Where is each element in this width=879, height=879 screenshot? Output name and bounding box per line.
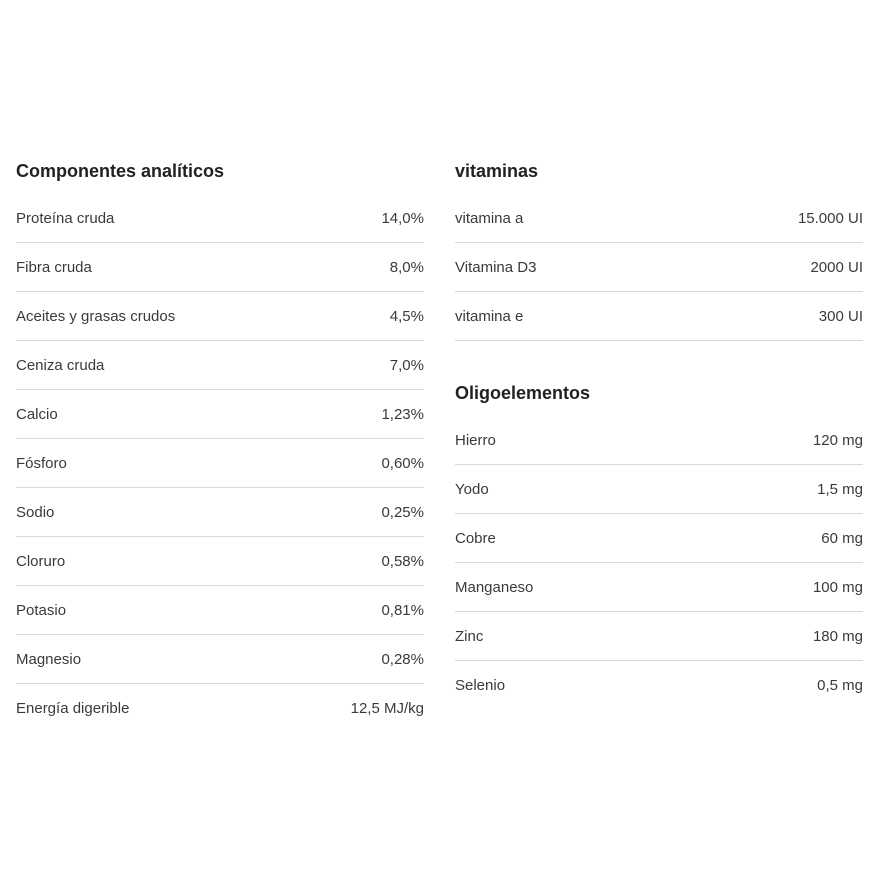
analytic-components-title: Componentes analíticos bbox=[16, 161, 225, 181]
row-value: 0,25% bbox=[381, 503, 424, 521]
row-value: 100 mg bbox=[812, 578, 863, 596]
table-row bbox=[16, 439, 424, 488]
row-label: Proteína cruda bbox=[16, 209, 115, 227]
row-label: Hierro bbox=[455, 431, 496, 449]
row-label: Fósforo bbox=[16, 454, 67, 472]
table-row bbox=[455, 243, 863, 292]
table-row bbox=[16, 586, 424, 635]
table-row bbox=[16, 292, 424, 341]
row-value: 0,60% bbox=[381, 454, 424, 472]
table-row bbox=[16, 390, 424, 439]
row-label: vitamina a bbox=[455, 209, 524, 227]
row-label: Calcio bbox=[16, 405, 58, 423]
vitamins-section bbox=[455, 158, 863, 341]
trace-elements-table bbox=[455, 416, 863, 709]
table-row bbox=[455, 661, 863, 709]
table-row bbox=[16, 488, 424, 537]
table-row bbox=[16, 194, 424, 243]
vitamins-table bbox=[455, 194, 863, 341]
row-value: 4,5% bbox=[389, 307, 424, 325]
row-label: vitamina e bbox=[455, 307, 524, 325]
table-row bbox=[455, 416, 863, 465]
row-label: Yodo bbox=[455, 480, 489, 498]
row-value: 0,5 mg bbox=[817, 676, 863, 694]
row-value: 0,28% bbox=[381, 650, 424, 668]
row-label: Sodio bbox=[16, 503, 55, 521]
row-value: 15.000 UI bbox=[797, 209, 863, 227]
table-row bbox=[16, 635, 424, 684]
row-value: 1,23% bbox=[381, 405, 424, 423]
section-spacer bbox=[455, 341, 863, 380]
row-label: Potasio bbox=[16, 601, 67, 619]
row-value: 0,81% bbox=[381, 601, 424, 619]
row-value: 2000 UI bbox=[810, 258, 863, 276]
analytic-components-table bbox=[16, 194, 424, 732]
row-value: 7,0% bbox=[389, 356, 424, 374]
row-value: 180 mg bbox=[812, 627, 863, 645]
row-label: Fibra cruda bbox=[16, 258, 92, 276]
row-label: Cloruro bbox=[16, 552, 66, 570]
trace-elements-title: Oligoelementos bbox=[455, 383, 591, 403]
row-label: Energía digerible bbox=[16, 699, 130, 717]
table-row bbox=[16, 341, 424, 390]
row-value: 0,58% bbox=[381, 552, 424, 570]
table-row bbox=[455, 612, 863, 661]
row-value: 120 mg bbox=[812, 431, 863, 449]
row-value: 8,0% bbox=[389, 258, 424, 276]
table-row bbox=[455, 292, 863, 341]
row-label: Zinc bbox=[455, 627, 484, 645]
right-column bbox=[455, 158, 863, 709]
vitamins-title: vitaminas bbox=[455, 161, 539, 181]
table-row bbox=[16, 684, 424, 732]
table-row bbox=[455, 194, 863, 243]
row-value: 1,5 mg bbox=[817, 480, 863, 498]
table-row bbox=[16, 243, 424, 292]
row-value: 14,0% bbox=[381, 209, 424, 227]
table-row bbox=[16, 537, 424, 586]
row-label: Selenio bbox=[455, 676, 506, 694]
row-value: 300 UI bbox=[818, 307, 863, 325]
row-label: Vitamina D3 bbox=[455, 258, 537, 276]
row-label: Magnesio bbox=[16, 650, 82, 668]
table-row bbox=[455, 563, 863, 612]
table-row bbox=[455, 465, 863, 514]
row-label: Aceites y grasas crudos bbox=[16, 307, 176, 325]
row-value: 12,5 MJ/kg bbox=[350, 699, 424, 717]
row-label: Manganeso bbox=[455, 578, 534, 596]
row-label: Ceniza cruda bbox=[16, 356, 105, 374]
analytic-components-section bbox=[16, 158, 424, 732]
row-value: 60 mg bbox=[821, 529, 863, 547]
trace-elements-section bbox=[455, 380, 863, 709]
table-row bbox=[455, 514, 863, 563]
row-label: Cobre bbox=[455, 529, 496, 547]
